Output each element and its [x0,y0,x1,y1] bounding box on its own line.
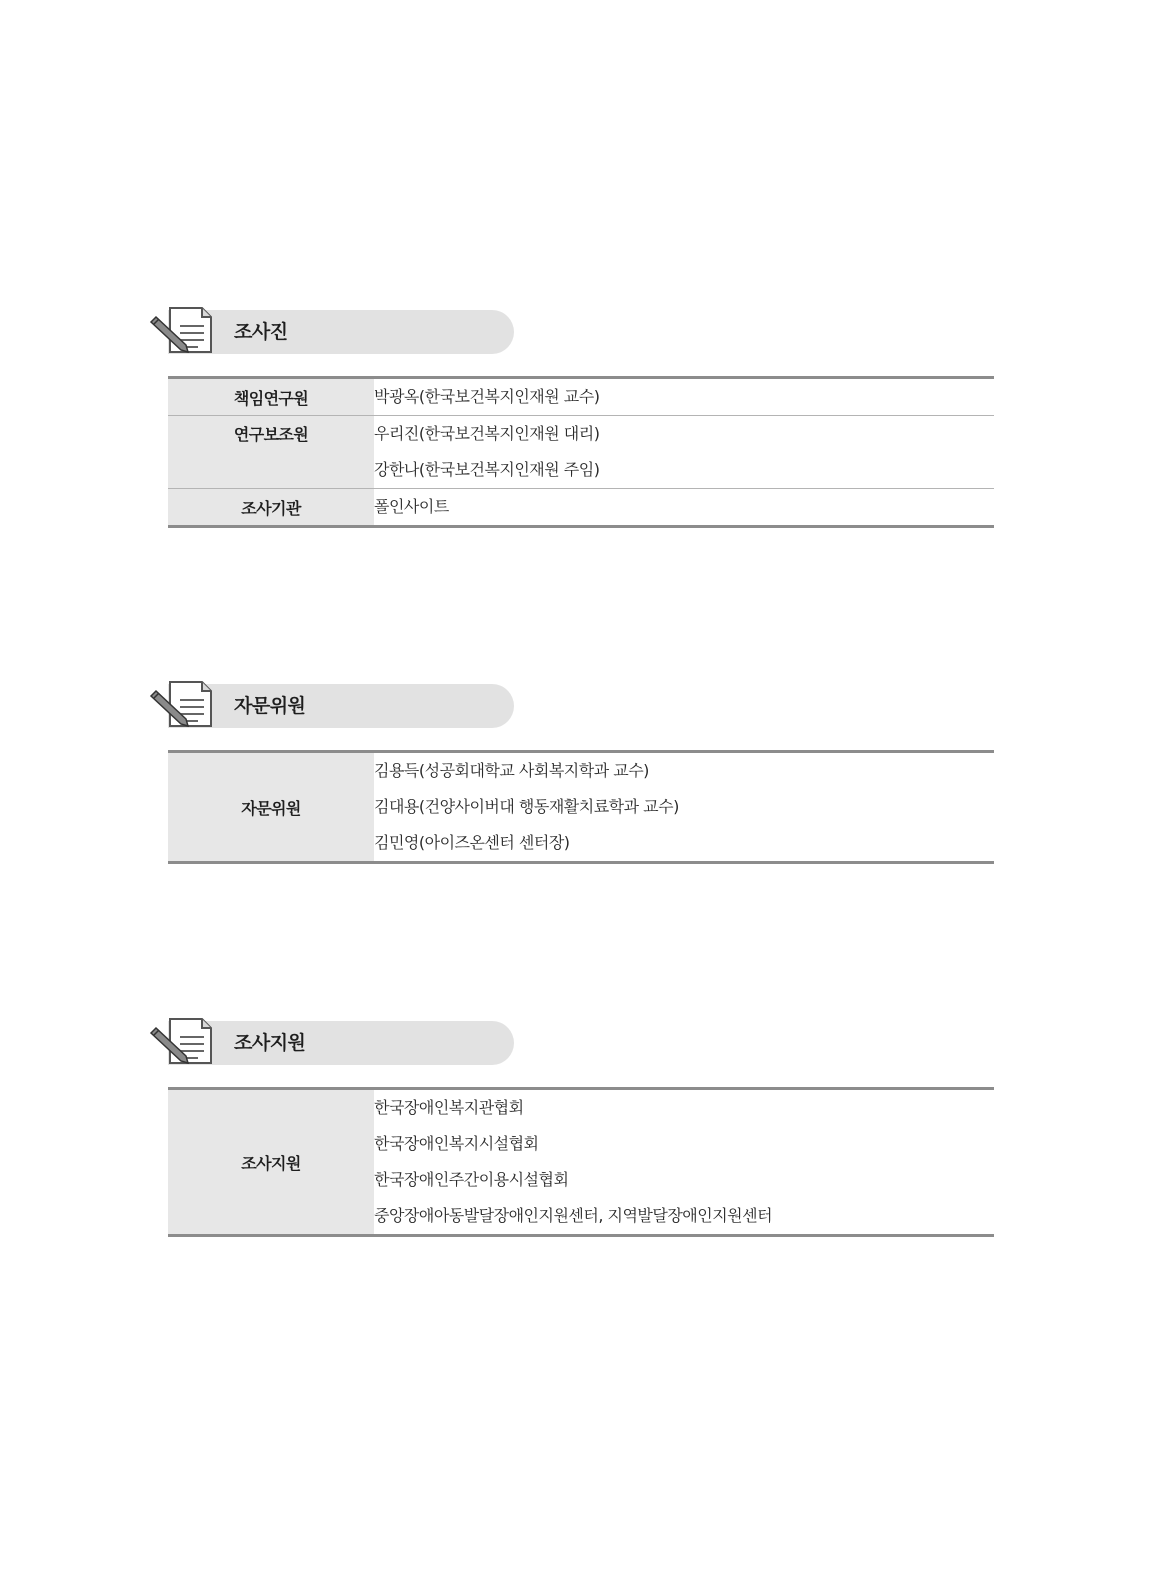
section-header [148,678,518,728]
row-value [374,489,994,527]
header-pill [168,684,514,728]
research-team-table [168,376,994,528]
value-line: 폴인사이트 [374,497,449,516]
value-line: 우리진(한국보건복지인재원 대리) [374,424,600,443]
row-value [374,1089,994,1236]
row-label: 조사기관 [168,489,374,527]
table-row [168,378,994,416]
value-line: 김민영(아이즈온센터 센터장) [374,833,570,852]
value-line: 강한나(한국보건복지인재원 주임) [374,460,600,479]
advisors-table [168,750,994,864]
row-label: 연구보조원 [168,416,374,489]
section-title: 자문위원 [234,695,306,717]
document-pencil-icon [148,304,214,354]
row-value [374,416,994,489]
row-value [374,752,994,863]
row-label: 책임연구원 [168,378,374,416]
section-header [148,304,518,354]
value-line: 한국장애인복지시설협회 [374,1134,539,1153]
value-line: 중앙장애아동발달장애인지원센터, 지역발달장애인지원센터 [374,1206,773,1225]
row-label: 자문위원 [168,752,374,863]
value-line: 한국장애인복지관협회 [374,1098,524,1117]
document-pencil-icon [148,1015,214,1065]
value-line: 김용득(성공회대학교 사회복지학과 교수) [374,761,649,780]
table-row [168,1089,994,1236]
value-line: 한국장애인주간이용시설협회 [374,1170,569,1189]
table-row [168,752,994,863]
header-pill [168,1021,514,1065]
value-line: 김대용(건양사이버대 행동재활치료학과 교수) [374,797,679,816]
table-row [168,489,994,527]
table-row [168,416,994,489]
header-pill [168,310,514,354]
survey-support-table [168,1087,994,1237]
section-title: 조사진 [234,321,288,343]
section-header [148,1015,518,1065]
document-pencil-icon [148,678,214,728]
value-line: 박광옥(한국보건복지인재원 교수) [374,387,600,406]
section-title: 조사지원 [234,1032,306,1054]
row-label: 조사지원 [168,1089,374,1236]
row-value [374,378,994,416]
